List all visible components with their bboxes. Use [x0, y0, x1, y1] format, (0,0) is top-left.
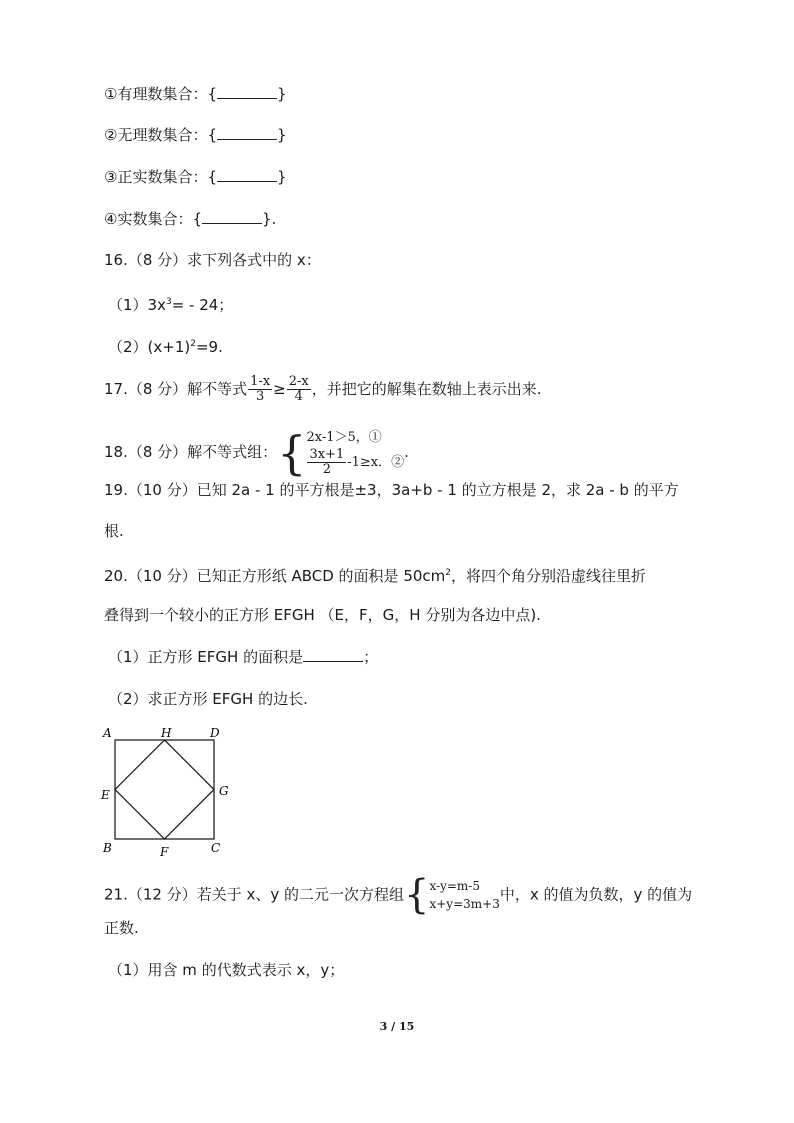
answer-blank — [202, 209, 262, 224]
q18 — [104, 425, 409, 480]
q16-part2-text: =9. — [195, 338, 223, 356]
q16-stem: 16.（8 分）求下列各式中的 x： — [104, 251, 321, 269]
brace-icon: { — [277, 425, 307, 480]
fraction — [248, 375, 272, 404]
q20-line1 — [104, 563, 646, 586]
fraction — [287, 375, 311, 404]
set-real — [104, 209, 276, 229]
denominator: 4 — [294, 389, 303, 404]
q21-prefix: 21.（12 分）若关于 x、y 的二元一次方程组 — [104, 885, 405, 904]
set-close: } — [277, 126, 287, 144]
numerator: 2-x — [288, 374, 309, 389]
q16-part1-text: （1）3x — [108, 296, 166, 314]
numerator: 1-x — [250, 374, 271, 389]
q17-prefix: 17.（8 分）解不等式 — [104, 380, 248, 398]
exponent: 2 — [190, 339, 196, 349]
set-positive-real — [104, 167, 287, 187]
system-row-2: x+y=3m+3 — [429, 897, 500, 911]
system-row-2 — [306, 448, 404, 477]
q17-suffix: ，并把它的解集在数轴上表示出来. — [311, 380, 542, 398]
q19-line2: 根. — [104, 522, 124, 540]
system-rows — [429, 877, 499, 913]
q17 — [104, 375, 542, 404]
q19-line1: 19.（10 分）已知 2a - 1 的平方根是±3，3a+b - 1 的立方根是 2，求 2a - b 的平方 — [104, 481, 679, 499]
label-A: A — [103, 726, 112, 740]
answer-blank — [217, 84, 277, 99]
page-number: 3 / 15 — [379, 1020, 415, 1033]
set-rational — [104, 84, 287, 104]
set-label: ③正实数集合：{ — [104, 168, 217, 186]
label-E: E — [101, 788, 110, 802]
label-C: C — [211, 841, 221, 855]
set-label: ④实数集合：{ — [104, 210, 202, 228]
q20-part1 — [108, 647, 378, 667]
exponent: 2 — [445, 568, 452, 578]
q21-line2: 正数. — [104, 919, 139, 937]
numerator: 3x+1 — [309, 447, 345, 462]
brace-icon: { — [404, 872, 430, 918]
square-figure — [98, 722, 238, 862]
q16-part1-text: = - 24； — [171, 296, 234, 314]
answer-blank — [217, 125, 277, 140]
answer-blank — [217, 167, 277, 182]
inner-square — [115, 740, 214, 839]
system-row-1: 2x-1＞5，① — [306, 430, 382, 445]
set-label: ①有理数集合：{ — [104, 85, 217, 103]
label-B: B — [103, 841, 112, 855]
q21-part1: （1）用含 m 的代数式表示 x，y； — [108, 961, 345, 979]
outer-square — [115, 740, 214, 839]
q21-suffix: 中，x 的值为负数，y 的值为 — [499, 885, 693, 904]
set-close: }. — [262, 210, 277, 228]
q16-part2-text: （2）(x+1) — [108, 338, 191, 356]
fraction — [307, 448, 346, 477]
q18-end: . — [404, 443, 409, 461]
denominator: 2 — [322, 462, 331, 477]
exponent: 3 — [165, 297, 172, 307]
q18-prefix: 18.（8 分）解不等式组： — [104, 443, 278, 461]
q20-part1-end: ； — [363, 648, 379, 666]
q20-part1-text: （1）正方形 EFGH 的面积是 — [108, 648, 304, 666]
denominator: 3 — [256, 389, 265, 404]
set-close: } — [277, 168, 287, 186]
system-rows — [306, 428, 404, 477]
q20-text: ，将四个角分别沿虚线往里折 — [451, 567, 647, 585]
q20-text: 20.（10 分）已知正方形纸 ABCD 的面积是 50cm — [104, 567, 446, 585]
label-D: D — [210, 726, 220, 740]
q20-part2: （2）求正方形 EFGH 的边长. — [108, 690, 308, 708]
q21-line1 — [104, 872, 693, 918]
q16-part2 — [108, 334, 223, 357]
set-label: ②无理数集合：{ — [104, 126, 217, 144]
label-H: H — [161, 726, 172, 740]
system-row-1: x-y=m-5 — [429, 879, 480, 893]
system-row-2-rest: -1≥x．② — [347, 455, 405, 470]
set-irrational — [104, 125, 287, 145]
answer-blank — [303, 647, 363, 662]
q20-line2: 叠得到一个较小的正方形 EFGH （E，F，G，H 分别为各边中点). — [104, 606, 541, 624]
label-F: F — [160, 845, 169, 859]
set-close: } — [277, 85, 287, 103]
equation-system — [404, 872, 500, 918]
label-G: G — [219, 784, 229, 798]
inequality-system — [277, 425, 405, 480]
q16-part1 — [108, 292, 233, 315]
ge-symbol: ≥ — [273, 380, 286, 398]
